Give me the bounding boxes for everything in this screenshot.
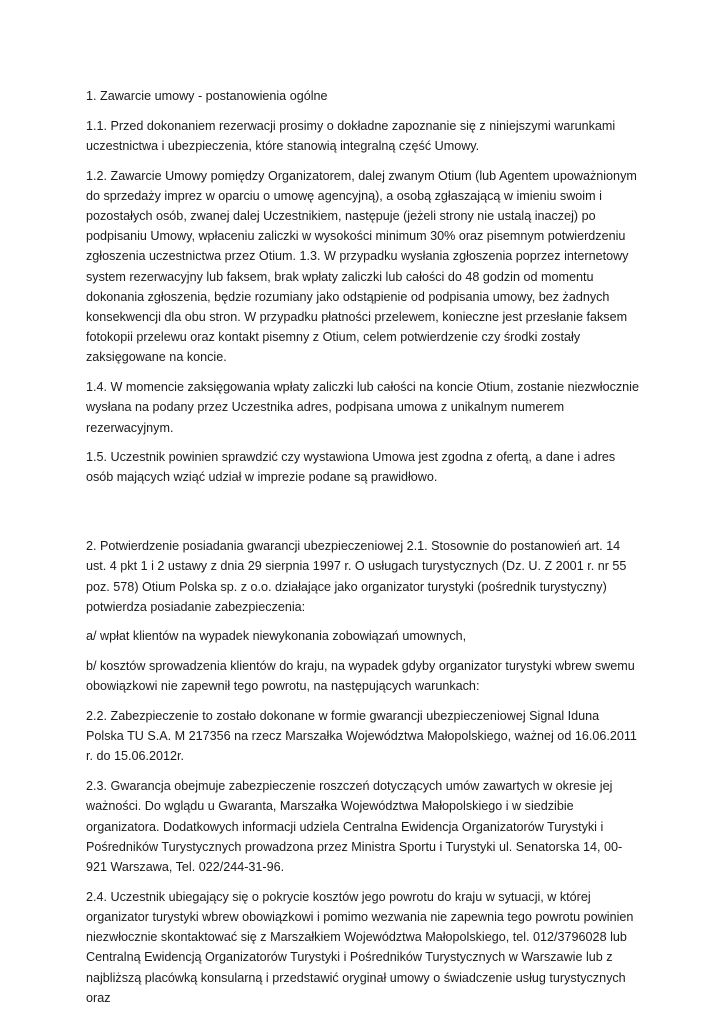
- paragraph-2-b: b/ kosztów sprowadzenia klientów do kraju, na wypadek gdyby organizator turystyki wbrew swemu obowiązkowi nie zapewnił tego powrotu, na następujących warunkach:: [86, 659, 635, 694]
- paragraph-2-a: a/ wpłat klientów na wypadek niewykonania zobowiązań umownych,: [86, 629, 467, 644]
- section-1-heading: 1. Zawarcie umowy - postanowienia ogólne: [86, 89, 328, 103]
- paragraph-1-2: 1.2. Zawarcie Umowy pomiędzy Organizatorem, dalej zwanym Otium (lub Agentem upoważnionym do sprzedaży imprez w oparciu o umowę agencyjną), a osobą zgłaszającą w imieniu swoim i pozostałych osób, zwanej dalej Uczestnikiem, następuje (jeżeli strony nie ustalą inaczej) po podpisaniu Umowy, wpłaceniu zaliczki w wysokości minimum 30% oraz pisemnym potwierdzeniu zgłoszenia uczestnictwa przez Otium. 1.3. W przypadku wysłania zgłoszenia poprzez internetowy system rezerwacyjny lub faksem, brak wpłaty zaliczki lub całości do 48 godzin od momentu dokonania zgłoszenia, będzie rozumiany jako odstąpienie od podpisania umowy, bez żadnych konsekwencji dla obu stron. W przypadku płatności przelewem, konieczne jest przesłanie faksem fotokopii przelewu oraz kontakt pisemny z Otium, celem potwierdzenie czy środki zostały zaksięgowane na koncie.: [86, 168, 637, 365]
- document-body: [86, 86, 640, 1017]
- paragraph-2-4: 2.4. Uczestnik ubiegający się o pokrycie kosztów jego powrotu do kraju w sytuacji, w której organizator turystyki wbrew obowiązkowi i pomimo wezwania nie zapewnia tego powrotu powinien niezwłocznie skontaktować się z Marszałkiem Województwa Małopolskiego, tel. 012/3796028 lub Centralną Ewidencją Organizatorów Turystyki i Pośredników Turystycznych w Warszawie lub z najbliższą placówką konsularną i przedstawić oryginał umowy o świadczenie usług turystycznych oraz: [86, 889, 634, 1005]
- paragraph-1-4: 1.4. W momencie zaksięgowania wpłaty zaliczki lub całości na koncie Otium, zostanie niezwłocznie wysłana na podany przez Uczestnika adres, podpisana umowa z unikalnym numerem rezerwacyjnym.: [86, 380, 639, 435]
- paragraph-2-1: 2. Potwierdzenie posiadania gwarancji ubezpieczeniowej 2.1. Stosownie do postanowień art. 14 ust. 4 pkt 1 i 2 ustawy z dnia 29 sierpnia 1997 r. O usługach turystycznych (Dz. U. Z 2001 r. nr 55 poz. 578) Otium Polska sp. z o.o. działające jako organizator turystyki (pośrednik turystyczny) potwierdza posiadanie zabezpieczenia:: [86, 539, 627, 614]
- paragraph-1-1: 1.1. Przed dokonaniem rezerwacji prosimy o dokładne zapoznanie się z niniejszymi warunkami uczestnictwa i ubezpieczenia, które stanowią integralną część Umowy.: [86, 118, 616, 153]
- paragraph-1-5: 1.5. Uczestnik powinien sprawdzić czy wystawiona Umowa jest zgodna z ofertą, a dane i adres osób mających wziąć udział w imprezie podane są prawidłowo.: [86, 450, 616, 485]
- section-spacer: [86, 497, 640, 536]
- paragraph-2-3: 2.3. Gwarancja obejmuje zabezpieczenie roszczeń dotyczących umów zawartych w okresie jej ważności. Do wglądu u Gwaranta, Marszałka Województwa Małopolskiego i w siedzibie organizatora. Dodatkowych informacji udziela Centralna Ewidencja Organizatorów Turystyki i Pośredników Turystycznych prowadzona przez Ministra Sportu i Turystyki ul. Senatorska 14, 00-921 Warszawa, Tel. 022/244-31-96.: [86, 779, 623, 874]
- paragraph-2-2: 2.2. Zabezpieczenie to zostało dokonane w formie gwarancji ubezpieczeniowej Signal Iduna Polska TU S.A. M 217356 na rzecz Marszałka Województwa Małopolskiego, ważnej od 16.06.2011 r. do 15.06.2012r.: [86, 709, 637, 764]
